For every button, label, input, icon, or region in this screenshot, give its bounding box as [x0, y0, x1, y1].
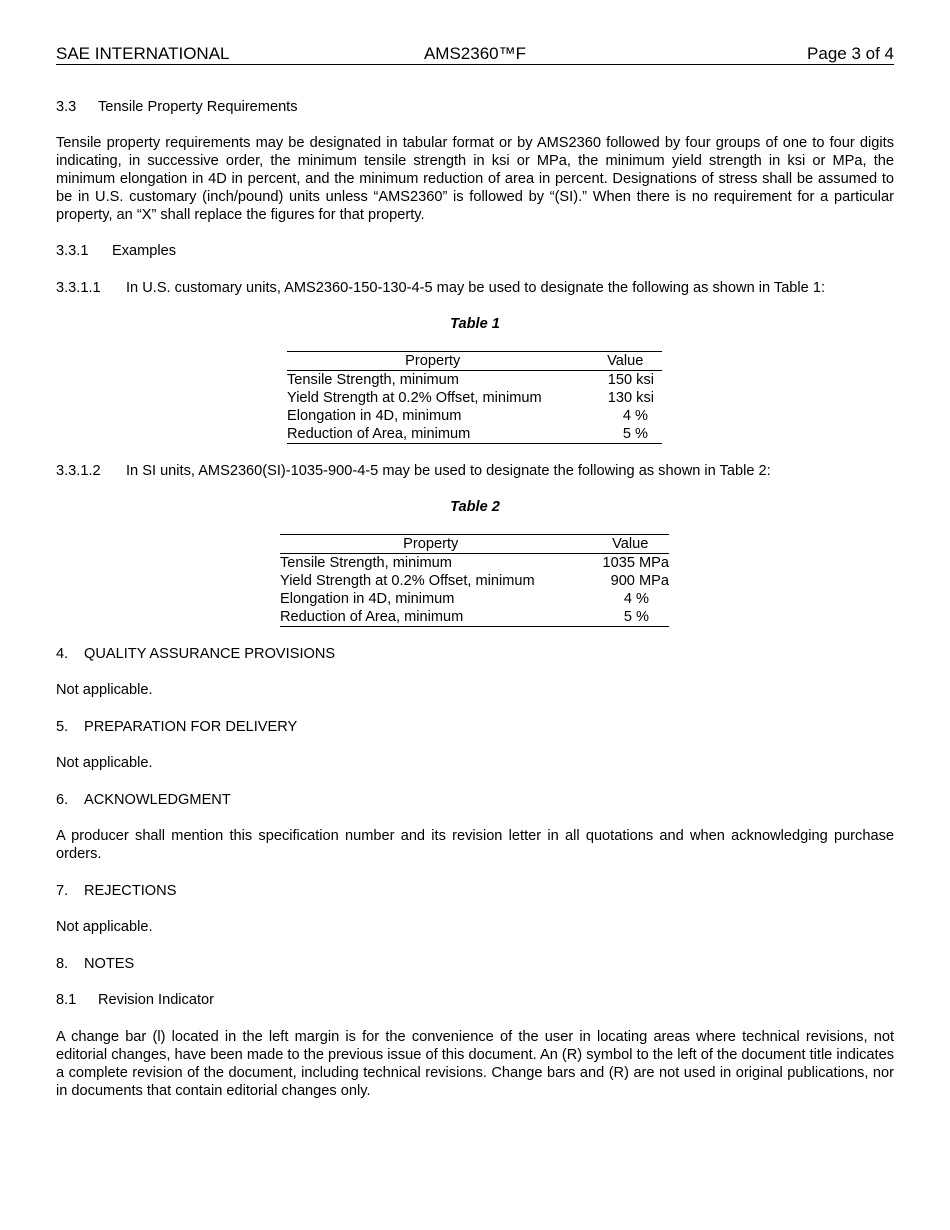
section-title: QUALITY ASSURANCE PROVISIONS [84, 646, 336, 662]
table-row [287, 407, 662, 425]
table-2 [280, 534, 669, 627]
section-8-heading [56, 955, 894, 973]
value-cell: 900 MPa [610, 573, 669, 589]
header-page-number: Page 3 of 4 [807, 44, 894, 63]
column-header-property: Property [280, 535, 582, 554]
section-3-3-1-heading [56, 242, 894, 260]
table-row [280, 572, 669, 590]
section-6-heading [56, 791, 894, 809]
table-row [280, 590, 669, 608]
section-number: 3.3.1 [56, 243, 89, 259]
value-cell: 5 % [578, 425, 662, 444]
table-row [280, 554, 669, 573]
section-title: Tensile Property Requirements [98, 99, 298, 115]
section-number: 5. [56, 719, 69, 735]
table-row [280, 608, 669, 627]
section-6-text: A producer shall mention this specification number and its revision letter in all quotations and when acknowledging purchase orders. [56, 828, 894, 862]
section-number: 3.3.1.1 [56, 280, 101, 296]
property-cell: Elongation in 4D, minimum [287, 408, 462, 424]
section-4-text: Not applicable. [56, 682, 153, 698]
section-number: 8. [56, 956, 69, 972]
header-organization: SAE INTERNATIONAL [56, 44, 230, 63]
section-number: 8.1 [56, 992, 77, 1008]
section-8-1-text: A change bar (l) located in the left margin is for the convenience of the user in locating areas where technical revisions, not editorial changes, have been made to the previous issue of this document. An (R) symbol to the left of the document title indicates a complete revision of the document, including technical revisions. Change bars and (R) are not used in original publications, nor in documents that contain editorial changes only. [56, 1029, 894, 1099]
section-7-heading [56, 882, 894, 900]
table-1 [287, 351, 662, 444]
property-cell: Tensile Strength, minimum [287, 372, 459, 388]
section-title: REJECTIONS [84, 883, 177, 899]
section-title: PREPARATION FOR DELIVERY [84, 719, 298, 735]
section-3-3-paragraph: Tensile property requirements may be designated in tabular format or by AMS2360 followed by four groups of one to four digits indicating, in successive order, the minimum tensile strength in ksi or MPa, the minimum yield strength in ksi or MPa, the minimum elongation in 4D in percent, and the minimum reduction of area in percent. Designations of stress shall be assumed to be in U.S. customary (inch/pound) units unless “AMS2360” is followed by “(SI).” When there is no requirement for a particular property, an “X” shall replace the figures for that property. [56, 135, 894, 223]
table-header-row [287, 352, 662, 371]
property-cell: Yield Strength at 0.2% Offset, minimum [287, 390, 542, 406]
value-cell: 4 % [622, 408, 648, 424]
property-cell: Elongation in 4D, minimum [280, 591, 455, 607]
value-cell: 150 ksi [607, 372, 654, 388]
header-document-number: AMS2360™F [423, 44, 527, 63]
section-3-3-1-1 [56, 279, 894, 297]
table-header-row [280, 535, 669, 554]
section-8-1-heading [56, 991, 894, 1009]
section-5-heading [56, 718, 894, 736]
section-3-3-1-2 [56, 462, 894, 480]
section-3-3-heading [56, 98, 894, 116]
section-text: In U.S. customary units, AMS2360-150-130-4-5 may be used to designate the following as shown in Table 1: [126, 280, 826, 296]
table-1-caption: Table 1 [450, 316, 500, 332]
table-row [287, 389, 662, 407]
table-row [287, 371, 662, 390]
property-cell: Reduction of Area, minimum [280, 608, 582, 627]
section-number: 6. [56, 792, 69, 808]
column-header-value: Value [578, 352, 662, 371]
property-cell: Reduction of Area, minimum [287, 425, 578, 444]
column-header-property: Property [287, 352, 578, 371]
property-cell: Tensile Strength, minimum [280, 555, 452, 571]
section-title: Examples [112, 243, 177, 259]
value-cell: 1035 MPa [602, 555, 669, 571]
value-cell: 5 % [582, 608, 670, 627]
section-number: 4. [56, 646, 69, 662]
value-cell: 4 % [623, 591, 649, 607]
table-row [287, 425, 662, 444]
section-number: 3.3.1.2 [56, 463, 101, 479]
section-title: Revision Indicator [98, 992, 214, 1008]
section-number: 3.3 [56, 99, 77, 115]
section-4-heading [56, 645, 894, 663]
property-cell: Yield Strength at 0.2% Offset, minimum [280, 573, 535, 589]
value-cell: 130 ksi [607, 390, 654, 406]
table-2-caption: Table 2 [450, 499, 500, 515]
section-title: NOTES [84, 956, 135, 972]
column-header-value: Value [582, 535, 670, 554]
section-5-text: Not applicable. [56, 755, 153, 771]
section-number: 7. [56, 883, 69, 899]
section-title: ACKNOWLEDGMENT [84, 792, 231, 808]
section-text: In SI units, AMS2360(SI)-1035-900-4-5 may be used to designate the following as shown in Table 2: [126, 463, 771, 479]
section-7-text: Not applicable. [56, 919, 153, 935]
page-header [56, 44, 894, 65]
